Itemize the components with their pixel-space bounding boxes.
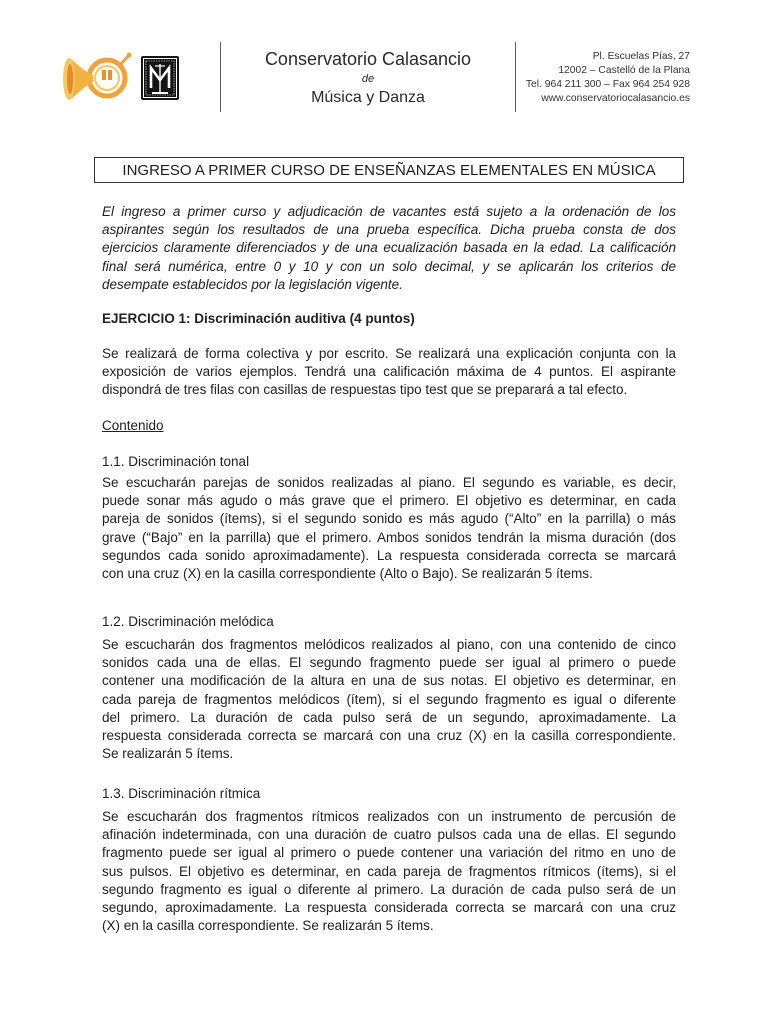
horn-inner-coil (95, 66, 119, 90)
intro-paragraph (102, 203, 676, 294)
section-line: Se escucharán parejas de sonidos realizadas al piano. El segundo es variable, es decir, (102, 475, 676, 490)
section-line: con una cruz (X) en la casilla correspondiente (Alto o Bajo). Se realizarán 5 ítems. (102, 566, 593, 582)
exercise-line: dispondrá de tres filas con casillas de respuestas tipo test que se preparará a tal efecto. (102, 382, 628, 398)
section-heading-rhythmic: 1.3. Discriminación rítmica (102, 786, 261, 801)
section-line: Se escucharán dos fragmentos rítmicos realizados con un instrumento de percusión de (102, 809, 676, 824)
horn-valve (108, 70, 112, 80)
institution-connector: de (361, 73, 375, 85)
section-line: sus pulsos. El objetivo es determinar, en cada pareja de fragmentos rítmicos (ítems), si el (102, 863, 676, 879)
intro-line: final será numérica, entre 0 y 10 y con un solo decimal, y se aplicarán los criterios de (102, 258, 676, 274)
section-paragraph-melodic (102, 636, 676, 763)
content-heading (102, 417, 676, 435)
section-line: (X) en la casilla correspondiente. Se realizarán 5 ítems. (102, 918, 434, 934)
section-line: respuesta considerada correcta se marcará con una cruz (X) en la casilla correspondiente. (102, 728, 676, 744)
section-line: grave (“Bajo” en la parrilla) que el primero. Ambos sonidos tendrán la misma duración (dos (102, 529, 676, 545)
section-line: del primero. La duración de cada pulso será de un segundo, aproximadamente. La (102, 709, 676, 725)
section-heading-melodic: 1.2. Discriminación melódica (102, 614, 274, 629)
address-street: Pl. Escuelas Pías, 27 (592, 51, 690, 62)
section-line: segundo, aproximadamente. La respuesta considerada correcta se marcará con una cruz (102, 900, 676, 916)
address-city: 12002 – Castelló de la Plana (558, 65, 690, 76)
address-phone-fax: Tel. 964 211 300 – Fax 964 254 928 (525, 79, 690, 90)
section-line: afinación indeterminada, con una duración de cuatro pulsos cada una de ellas. El segundo (102, 827, 676, 843)
intro-line: desempate establecidos por la legislación vigente. (102, 276, 403, 292)
section-line: pareja de sonidos (ítems), si el segundo sonido es más agudo (“Alto” en la parrilla) o más (102, 511, 676, 527)
horn-mouthpiece (127, 53, 132, 58)
exercise-paragraph (102, 345, 676, 400)
horn-bell-opening (67, 64, 73, 94)
intro-line: El ingreso a primer curso y adjudicación de vacantes está sujeto a la ordenación de los (102, 204, 676, 219)
exercise-line: exposición de varios ejemplos. Tendrá una calificación máxima de 4 puntos. El aspirante (102, 364, 676, 380)
institution-name: Conservatorio Calasancio (264, 49, 472, 69)
french-horn-logo (60, 50, 132, 104)
section-line: puede sonar más agudo o más grave que el primero. El objetivo es determinar, en cada (102, 493, 676, 509)
institution-subtitle: Música y Danza (311, 89, 425, 106)
section-paragraph-rhythmic (102, 808, 676, 935)
section-line: fragmento puede ser igual al primero o puede contener una variación del ritmo en uno de (102, 845, 676, 861)
intro-line: aspirantes según los resultados de una prueba específica. Dicha prueba consta de dos (102, 222, 676, 238)
horn-valve (102, 70, 106, 80)
section-line: segundo fragmento es igual o diferente al primero. La duración de cada pulso será de un (102, 881, 676, 897)
section-line: cada pareja de fragmentos melódicos (ítem), si el segundo fragmento es igual o diferente (102, 691, 676, 707)
header-divider-right (515, 42, 516, 112)
exercise-line: Se realizará de forma colectiva y por escrito. Se realizará una explicación conjunta con la (102, 346, 676, 361)
section-line: Se realizarán 5 ítems. (102, 746, 234, 762)
section-line: sonidos cada una de ellas. El segundo fragmento puede ser igual al primero o puede (102, 655, 676, 671)
content-heading-text: Contenido (102, 418, 164, 433)
seal-base-bar (152, 92, 168, 94)
section-line: contener una modificación de la altura en una de sus notas. El objetivo es determinar, en (102, 673, 676, 689)
intro-line: ejercicios claramente diferenciados y de una ecualización basada en la edad. La calificación (102, 240, 676, 256)
section-line: Se escucharán dos fragmentos melódicos realizados al piano, con una contenido de cinco (102, 637, 676, 652)
institution-name-block (221, 46, 515, 110)
document-title-text: INGRESO A PRIMER CURSO DE ENSEÑANZAS ELEMENTALES EN MÚSICA (122, 161, 656, 179)
address-block (526, 50, 690, 106)
section-paragraph-tonal (102, 474, 676, 583)
document-title (94, 157, 684, 183)
section-heading-tonal: 1.1. Discriminación tonal (102, 454, 250, 469)
exercise-heading: EJERCICIO 1: Discriminación auditiva (4 puntos) (102, 311, 415, 326)
section-line: segundos cada sonido aproximadamente). La respuesta considerada correcta se marcará (102, 547, 676, 563)
seal-logo (140, 55, 180, 101)
website-link[interactable]: www.conservatoriocalasancio.es (541, 93, 690, 104)
